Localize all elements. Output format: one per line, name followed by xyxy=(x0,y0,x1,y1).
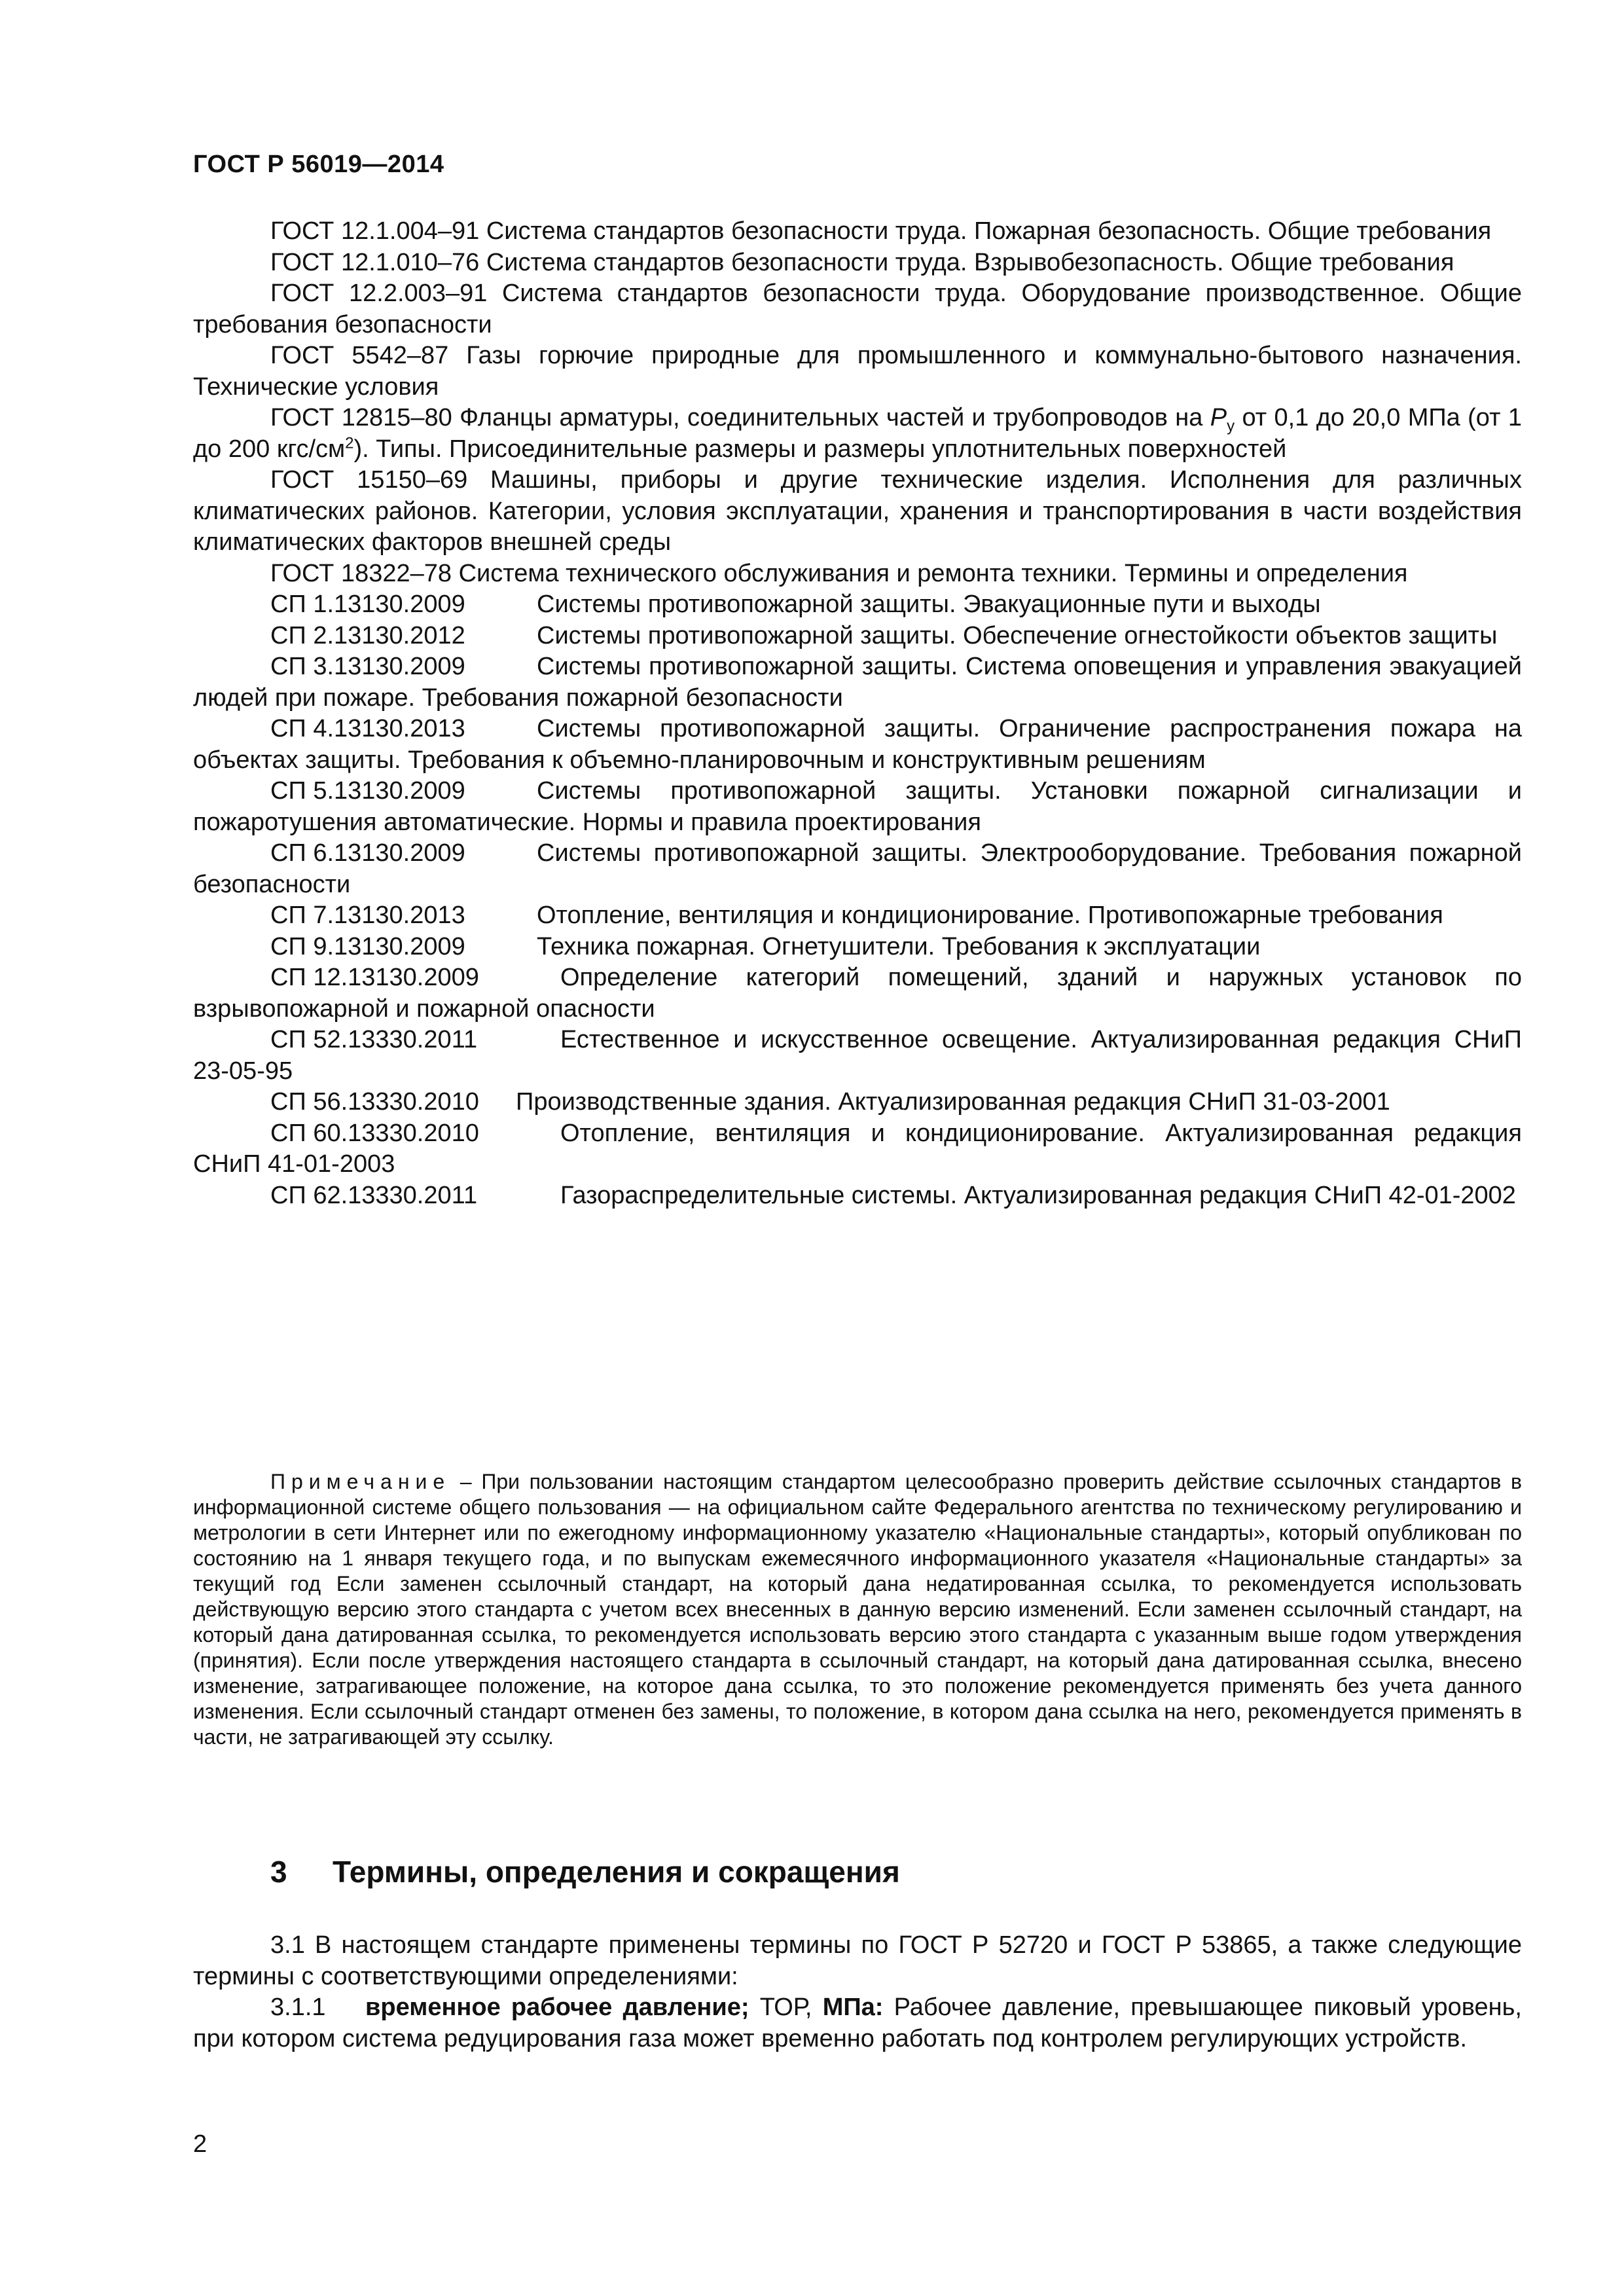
term-definition: Рабочее давление, превышающее пиковый уровень, при котором система редуцирования газа может временно работать под контролем регулирующих устройств. xyxy=(193,1994,1522,2052)
sp-code: СП 52.13330.2011 xyxy=(270,1026,478,1053)
pressure-symbol: P xyxy=(1210,404,1227,431)
sp-title: Системы противопожарной защиты. Ограничение распространения пожара на объектах защиты. Требования к объемно-планировочным и конструктивным решениям xyxy=(193,715,1522,774)
reference-text: ). Типы. Присоединительные размеры и размеры уплотнительных поверхностей xyxy=(353,435,1287,463)
sp-reference xyxy=(193,776,1522,838)
term-number: 3.1.1 xyxy=(270,1994,326,2021)
sp-reference xyxy=(193,589,1522,621)
sp-code: СП 6.13130.2009 xyxy=(270,839,465,867)
sp-title: Системы противопожарной защиты. Установки пожарной сигнализации и пожаротушения автоматические. Нормы и правила проектирования xyxy=(193,777,1522,836)
note-label: Примечание xyxy=(270,1470,451,1493)
sp-title: Производственные здания. Актуализированная редакция СНиП 31-03-2001 xyxy=(516,1088,1390,1116)
sp-title: Отопление, вентиляция и кондиционирование. Актуализированная редакция СНиП 41-01-2003 xyxy=(193,1119,1522,1178)
reference-item: ГОСТ 12.2.003–91 Система стандартов безопасности труда. Оборудование производственное. Общие требования безопасности xyxy=(193,280,1522,338)
sp-code: СП 62.13330.2011 xyxy=(270,1181,478,1209)
references-list xyxy=(193,216,1522,1211)
sp-title: Газораспределительные системы. Актуализированная редакция СНиП 42-01-2002 xyxy=(560,1181,1516,1209)
reference-item: ГОСТ 15150–69 Машины, приборы и другие технические изделия. Исполнения для различных климатических районов. Категории, условия эксплуатации, хранения и транспортирования в части воздействия климатических факторов внешней среды xyxy=(193,466,1522,556)
reference-text: ГОСТ 12815–80 Фланцы арматуры, соединительных частей и трубопроводов на xyxy=(270,404,1210,431)
sp-reference xyxy=(193,651,1522,714)
sp-code: СП 3.13130.2009 xyxy=(270,653,465,680)
sp-title: Системы противопожарной защиты. Система оповещения и управления эвакуацией людей при пожаре. Требования пожарной безопасности xyxy=(193,653,1522,712)
document-header: ГОСТ Р 56019—2014 xyxy=(193,151,444,178)
sp-reference xyxy=(193,900,1522,932)
note-text: – При пользовании настоящим стандартом целесообразно проверить действие ссылочных стандартов в информационной системе общего пользования — на официальном сайте Федерального агентства по техническому регулированию и метрологии в сети Интернет или по ежегодному информационному указателю «Национальные стандарты», который опубликован по состоянию на 1 января текущего года, и по выпускам ежемесячного информационного указателя «Национальные стандарты» за текущий год Если заменен ссылочный стандарт, на который дана недатированная ссылка, то рекомендуется использовать действующую версию этого стандарта с учетом всех внесенных в данную версию изменений. Если заменен ссылочный стандарт, на который дана датированная ссылка, то рекомендуется использовать версию этого стандарта с указанным выше годом утверждения (принятия). Если после утверждения настоящего стандарта в ссылочный стандарт, на который дана датированная ссылка, внесено изменение, затрагивающее положение, на которое дана ссылка, то это положение рекомендуется применять без учета данного изменения. Если ссылочный стандарт отменен без замены, то положение, в котором дана ссылка на него, рекомендуется применять в части, не затрагивающей эту ссылку. xyxy=(193,1470,1522,1749)
sp-title: Техника пожарная. Огнетушители. Требования к эксплуатации xyxy=(537,932,1261,960)
sp-reference xyxy=(193,1180,1522,1212)
sp-reference xyxy=(193,621,1522,652)
term-3-1-1 xyxy=(193,1992,1522,2054)
sp-code: СП 56.13330.2010 xyxy=(270,1088,479,1116)
sp-title: Определение категорий помещений, зданий и наружных установок по взрывопожарной и пожарной опасности xyxy=(193,964,1522,1023)
sp-code: СП 1.13130.2009 xyxy=(270,591,465,618)
sp-code: СП 60.13330.2010 xyxy=(270,1119,479,1147)
term-abbr: ТОР, xyxy=(749,1994,823,2021)
term-unit: МПа: xyxy=(822,1994,884,2021)
sp-title: Отопление, вентиляция и кондиционирование. Противопожарные требования xyxy=(537,902,1443,929)
sp-code: СП 2.13130.2012 xyxy=(270,621,465,649)
section-number: 3 xyxy=(270,1855,287,1889)
terms-block xyxy=(193,1930,1522,2054)
note-paragraph xyxy=(193,1469,1522,1750)
sp-code: СП 5.13130.2009 xyxy=(270,777,465,805)
section-heading xyxy=(270,1854,900,1889)
reference-item: ГОСТ 18322–78 Система технического обслуживания и ремонта техники. Термины и определения xyxy=(270,559,1408,587)
sp-reference xyxy=(193,838,1522,900)
sp-title: Системы противопожарной защиты. Эвакуационные пути и выходы xyxy=(537,591,1321,618)
pressure-subscript: у xyxy=(1227,417,1235,435)
reference-item-gost12815 xyxy=(193,403,1522,465)
sp-title: Системы противопожарной защиты. Обеспечение огнестойкости объектов защиты xyxy=(537,621,1498,649)
sp-reference xyxy=(193,1118,1522,1180)
page-number: 2 xyxy=(193,2130,208,2158)
clause-3-1: 3.1 В настоящем стандарте применены термины по ГОСТ Р 52720 и ГОСТ Р 53865, а также следующие термины с соответствующими определениями: xyxy=(193,1931,1522,1990)
sp-title: Системы противопожарной защиты. Электрооборудование. Требования пожарной безопасности xyxy=(193,839,1522,898)
sp-code: СП 4.13130.2013 xyxy=(270,715,465,742)
sp-reference xyxy=(193,932,1522,963)
reference-item: ГОСТ 12.1.010–76 Система стандартов безопасности труда. Взрывобезопасность. Общие требования xyxy=(270,248,1454,276)
sp-reference xyxy=(193,1087,1522,1118)
sp-reference xyxy=(193,962,1522,1025)
sp-code: СП 12.13130.2009 xyxy=(270,964,479,991)
term-name: временное рабочее давление; xyxy=(365,1994,749,2021)
sp-code: СП 7.13130.2013 xyxy=(270,902,465,929)
unit-superscript: 2 xyxy=(345,433,354,452)
section-title: Термины, определения и сокращения xyxy=(333,1855,900,1889)
reference-item: ГОСТ 12.1.004–91 Система стандартов безопасности труда. Пожарная безопасность. Общие требования xyxy=(270,217,1492,245)
reference-text: от 0,1 до 20,0 МПа (от 1 до 200 кгс/см xyxy=(193,404,1522,463)
sp-code: СП 9.13130.2009 xyxy=(270,932,465,960)
sp-reference xyxy=(193,714,1522,776)
reference-item: ГОСТ 5542–87 Газы горючие природные для промышленного и коммунально-бытового назначения. Технические условия xyxy=(193,342,1522,401)
sp-title: Естественное и искусственное освещение. Актуализированная редакция СНиП 23-05-95 xyxy=(193,1026,1522,1085)
sp-reference xyxy=(193,1025,1522,1087)
